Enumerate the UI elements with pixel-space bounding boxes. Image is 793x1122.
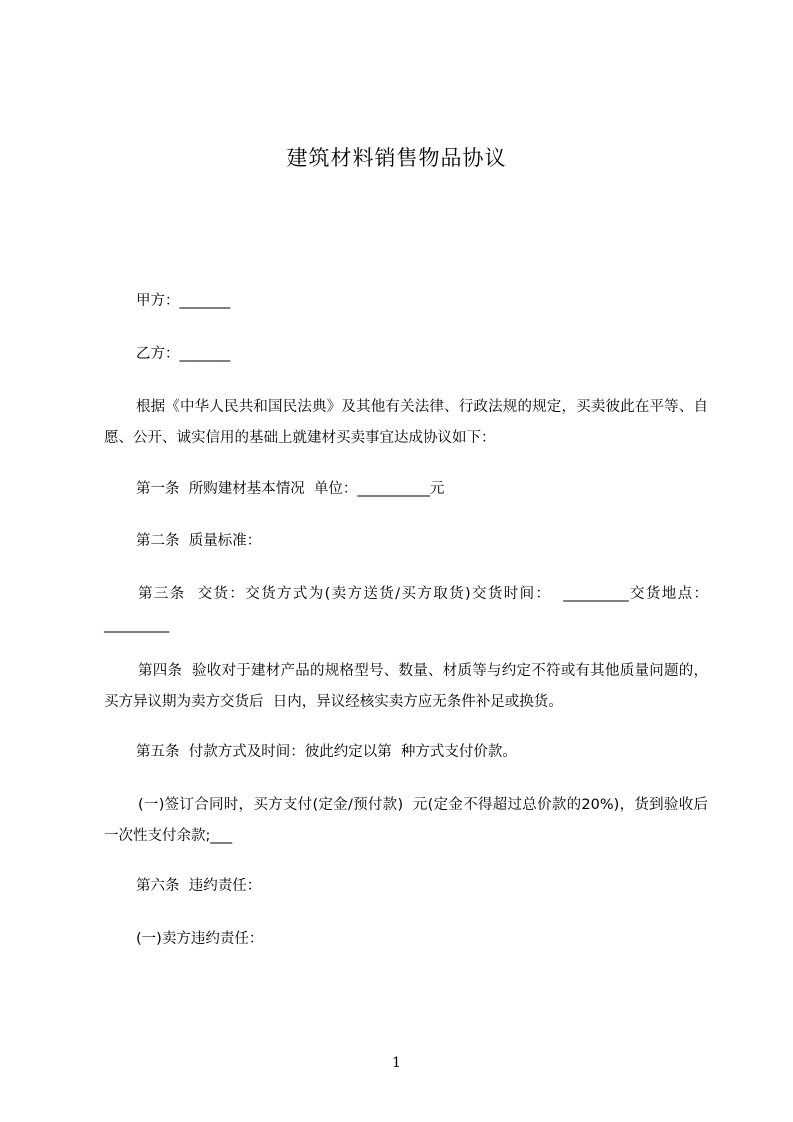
article-3: 第三条 交货：交货方式为(卖方送货/买方取货)交货时间： _________交货地点：_________: [104, 586, 708, 633]
article-6-clause-1: (一)卖方违约责任：: [136, 931, 264, 947]
article-2: 第二条 质量标准：: [136, 533, 262, 549]
page-number: 1: [392, 1055, 401, 1071]
party-a-line: 甲方：_______: [136, 293, 231, 309]
article-6: 第六条 违约责任：: [136, 878, 262, 894]
article-5: 第五条 付款方式及时间：彼此约定以第 种方式支付价款。: [136, 744, 517, 760]
preamble-paragraph: 根据《中华人民共和国民法典》及其他有关法律、行政法规的规定，买卖彼此在平等、自愿、公开、诚实信用的基础上就建材买卖事宜达成协议如下：: [104, 399, 708, 446]
document-title: 建筑材料销售物品协议: [286, 146, 507, 170]
party-b-line: 乙方：_______: [136, 346, 231, 362]
article-1: 第一条 所购建材基本情况 单位：__________元: [136, 481, 445, 497]
article-5-clause-1: (一)签订合同时，买方支付(定金/预付款) 元(定金不得超过总价款的20%)，货到验收后一次性支付余款;___: [104, 797, 708, 844]
article-4: 第四条 验收对于建材产品的规格型号、数量、材质等与约定不符或有其他质量问题的，买方异议期为卖方交货后 日内，异议经核实卖方应无条件补足或换货。: [104, 663, 708, 710]
